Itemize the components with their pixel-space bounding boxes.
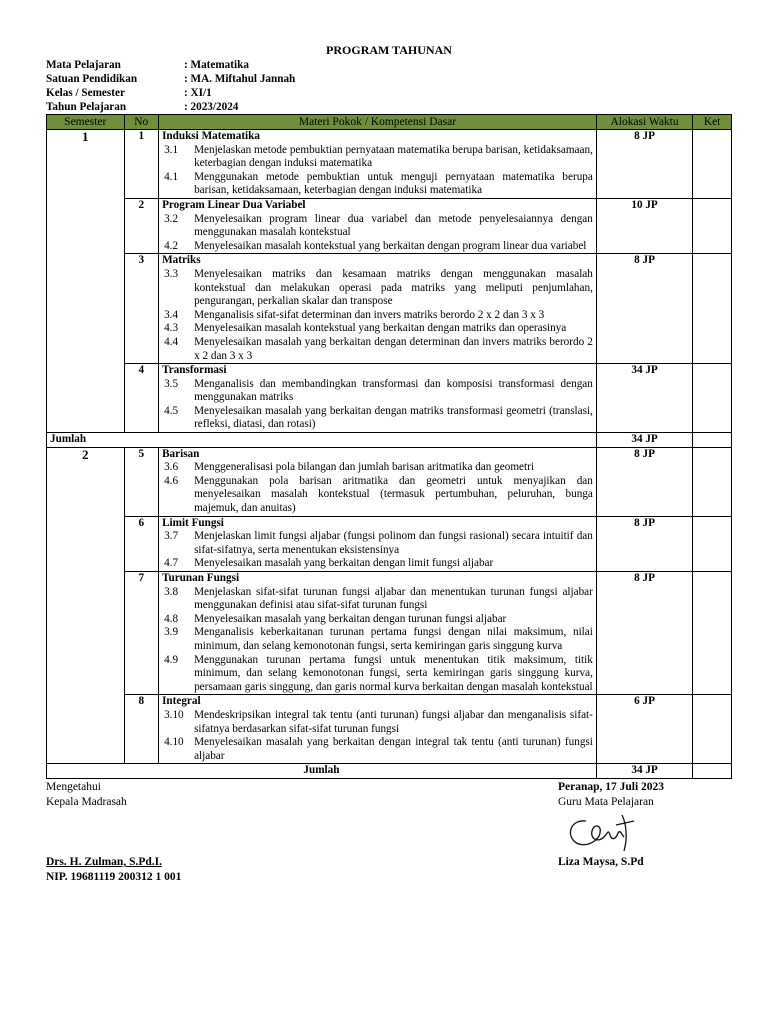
- row-number: 3: [124, 254, 159, 364]
- competency-number: 3.1: [164, 143, 179, 156]
- ket-cell: [693, 433, 732, 448]
- total-value: 34 JP: [596, 433, 692, 448]
- headmaster-name: Drs. H. Zulman, S.Pd.I.: [46, 855, 162, 868]
- table-row: [47, 516, 732, 571]
- topic-title: Induksi Matematika: [162, 130, 260, 142]
- competency-item: [164, 322, 593, 336]
- competency-number: 3.7: [164, 530, 179, 543]
- competency-number: 3.6: [164, 461, 179, 474]
- total-label: Jumlah: [47, 433, 597, 448]
- competency-item: [164, 268, 593, 309]
- time-allocation: 8 JP: [596, 572, 692, 695]
- time-allocation: 10 JP: [596, 198, 692, 253]
- header-ket: Ket: [693, 115, 732, 130]
- competency-item: [164, 309, 593, 323]
- teacher-signature: [564, 811, 644, 855]
- materi-cell: [159, 364, 597, 433]
- meta-row-year: [46, 100, 732, 114]
- competency-text: Menyelesaikan masalah yang berkaitan dengan matriks transformasi geometri (translasi, refleksi, diatasi, dan rotasi): [194, 404, 593, 431]
- competency-number: 3.2: [164, 212, 179, 225]
- competency-item: [164, 709, 593, 736]
- competency-text: Menganalisis dan membandingkan transformasi dan komposisi transformasi dengan menggunakan matriks: [194, 377, 593, 404]
- program-table: [46, 114, 732, 779]
- meta-label: Mata Pelajaran: [46, 59, 121, 71]
- competency-text: Menjelaskan metode pembuktian pernyataan matematika berupa barisan, ketidaksamaan, keterbagian dengan induksi matematika: [194, 143, 593, 170]
- ket-cell: [693, 695, 732, 764]
- competency-text: Menjelaskan sifat-sifat turunan fungsi aljabar dan menentukan turunan fungsi aljabar menggunakan definisi atau sifat-sifat turunan fungsi: [194, 585, 593, 612]
- meta-value: : MA. Miftahul Jannah: [184, 73, 296, 85]
- row-number: 2: [124, 198, 159, 253]
- table-header-row: [47, 115, 732, 130]
- meta-label: Tahun Pelajaran: [46, 101, 127, 113]
- document-page: [46, 42, 732, 883]
- place-date: Peranap, 17 Juli 2023: [558, 780, 665, 793]
- time-allocation: 6 JP: [596, 695, 692, 764]
- time-allocation: 8 JP: [596, 447, 692, 516]
- competency-number: 3.8: [164, 585, 179, 598]
- competency-item: [164, 461, 593, 475]
- competency-item: [164, 144, 593, 171]
- materi-cell: [159, 516, 597, 571]
- competency-text: Menyelesaikan masalah yang berkaitan dengan determinan dan invers matriks berordo 2 x 2 dan 3 x 3: [194, 335, 593, 362]
- headmaster-nip: NIP. 19681119 200312 1 001: [46, 870, 182, 883]
- row-number: 5: [124, 447, 159, 516]
- meta-value: : 2023/2024: [184, 101, 239, 113]
- competency-item: [164, 736, 593, 763]
- competency-number: 4.8: [164, 612, 179, 625]
- competency-number: 4.6: [164, 474, 179, 487]
- competency-text: Menyelesaikan matriks dan kesamaan matriks dengan menggunakan masalah kontekstual dan melakukan operasi pada matriks yang meliputi penjumlahan, pengurangan, perkalian skalar dan transpose: [194, 267, 593, 308]
- row-number: 8: [124, 695, 159, 764]
- competency-text: Menyelesaikan masalah yang berkaitan dengan integral tak tentu (anti turunan) fungsi aljabar: [194, 736, 593, 762]
- semester-cell: 1: [47, 130, 125, 433]
- table-body: [47, 130, 732, 779]
- competency-text: Menggunakan turunan pertama fungsi untuk menentukan titik maksimum, titik minimum, dan selang kemonotonan fungsi, serta kemiringan garis singgung kurva, persamaan garis singgung, dan garis normal kurva berkaitan dengan masalah kontekstual: [194, 653, 593, 693]
- competency-number: 3.9: [164, 626, 179, 639]
- header-alokasi: Alokasi Waktu: [596, 115, 692, 130]
- competency-text: Menyelesaikan masalah kontekstual yang berkaitan dengan matriks dan operasinya: [194, 322, 567, 335]
- materi-cell: [159, 198, 597, 253]
- competency-text: Menyelesaikan program linear dua variabel dan metode penyelesaiannya dengan menggunakan masalah kontekstual: [194, 212, 593, 239]
- materi-cell: [159, 695, 597, 764]
- ket-cell: [693, 447, 732, 516]
- header-no: No: [124, 115, 159, 130]
- competency-number: 4.4: [164, 335, 179, 348]
- time-allocation: 8 JP: [596, 516, 692, 571]
- competency-number: 3.10: [164, 708, 184, 721]
- competency-number: 4.1: [164, 170, 179, 183]
- competency-text: Menyelesaikan masalah yang berkaitan dengan limit fungsi aljabar: [194, 557, 494, 570]
- competency-item: [164, 613, 593, 627]
- signature-block: [46, 779, 732, 883]
- table-row: [47, 254, 732, 364]
- header-semester: Semester: [47, 115, 125, 130]
- ket-cell: [693, 572, 732, 695]
- time-allocation: 34 JP: [596, 364, 692, 433]
- ket-cell: [693, 516, 732, 571]
- signature-left: [46, 780, 181, 885]
- topic-title: Program Linear Dua Variabel: [162, 198, 306, 211]
- competency-number: 4.3: [164, 322, 179, 335]
- topic-title: Transformasi: [162, 364, 227, 377]
- competency-item: [164, 213, 593, 240]
- table-row: [47, 364, 732, 433]
- competency-number: 4.7: [164, 557, 179, 570]
- competency-text: Menyelesaikan masalah kontekstual yang berkaitan dengan program linear dua variabel: [194, 239, 587, 252]
- competency-number: 4.9: [164, 653, 179, 666]
- meta-label: Satuan Pendidikan: [46, 73, 138, 85]
- competency-text: Menganalisis keberkaitanan turunan pertama fungsi dengan nilai maksimum, nilai minimum, dan selang kemonotonan fungsi, serta kemiringan garis singgung kurva: [194, 626, 593, 652]
- row-number: 4: [124, 364, 159, 433]
- competency-number: 3.5: [164, 377, 179, 390]
- competency-item: [164, 475, 593, 516]
- competency-number: 4.10: [164, 736, 184, 749]
- row-number: 7: [124, 572, 159, 695]
- headmaster-title: Kepala Madrasah: [46, 795, 127, 808]
- materi-cell: [159, 572, 597, 695]
- meta-row-subject: [46, 58, 732, 72]
- competency-item: [164, 336, 593, 363]
- meta-label: Kelas / Semester: [46, 87, 125, 99]
- competency-item: [164, 626, 593, 653]
- table-row: [47, 572, 732, 695]
- header-materi: Materi Pokok / Kompetensi Dasar: [159, 115, 597, 130]
- competency-item: [164, 586, 593, 613]
- meta-row-school: [46, 72, 732, 86]
- topic-title: Matriks: [162, 254, 201, 267]
- table-row: [47, 198, 732, 253]
- row-number: 1: [124, 130, 159, 199]
- total-value: 34 JP: [596, 764, 692, 779]
- materi-cell: [159, 447, 597, 516]
- total-row: [47, 764, 732, 779]
- competency-text: Menggunakan pola barisan aritmatika dan geometri untuk menyajikan dan menyelesaikan masalah kontekstual (termasuk pertumbuhan, peluruhan, bunga majemuk, dan anuitas): [194, 474, 593, 515]
- table-row: [47, 447, 732, 516]
- ket-cell: [693, 130, 732, 199]
- ket-cell: [693, 254, 732, 364]
- total-label: Jumlah: [47, 764, 597, 779]
- ket-cell: [693, 764, 732, 779]
- topic-title: Barisan: [162, 447, 200, 460]
- competency-item: [164, 530, 593, 557]
- competency-text: Menjelaskan limit fungsi aljabar (fungsi polinom dan fungsi rasional) secara intuitif dan sifat-sifatnya, serta menentukan eksistensinya: [194, 530, 593, 556]
- topic-title: Turunan Fungsi: [162, 572, 240, 584]
- acknowledge-label: Mengetahui: [46, 780, 101, 793]
- document-meta: [46, 58, 732, 114]
- competency-item: [164, 405, 593, 432]
- competency-item: [164, 378, 593, 405]
- time-allocation: 8 JP: [596, 130, 692, 199]
- meta-row-class: [46, 86, 732, 100]
- competency-item: [164, 240, 593, 254]
- competency-text: Menyelesaikan masalah yang berkaitan dengan turunan fungsi aljabar: [194, 612, 507, 625]
- materi-cell: [159, 254, 597, 364]
- competency-item: [164, 171, 593, 198]
- competency-number: 4.2: [164, 239, 179, 252]
- ket-cell: [693, 364, 732, 433]
- materi-cell: [159, 130, 597, 199]
- competency-number: 4.5: [164, 404, 179, 417]
- competency-text: Menggeneralisasi pola bilangan dan jumlah barisan aritmatika dan geometri: [194, 461, 534, 474]
- meta-value: : Matematika: [184, 59, 249, 71]
- ket-cell: [693, 198, 732, 253]
- topic-title: Integral: [162, 695, 201, 708]
- teacher-name: Liza Maysa, S.Pd: [558, 855, 644, 868]
- competency-item: [164, 654, 593, 695]
- competency-number: 3.3: [164, 267, 179, 280]
- table-row: [47, 130, 732, 199]
- total-row: [47, 433, 732, 448]
- row-number: 6: [124, 516, 159, 571]
- teacher-title: Guru Mata Pelajaran: [558, 795, 654, 808]
- competency-number: 3.4: [164, 308, 179, 321]
- competency-item: [164, 557, 593, 571]
- table-row: [47, 695, 732, 764]
- topic-title: Limit Fungsi: [162, 516, 224, 529]
- document-title: PROGRAM TAHUNAN: [326, 43, 452, 57]
- competency-text: Menganalisis sifat-sifat determinan dan invers matriks berordo 2 x 2 dan 3 x 3: [194, 308, 545, 321]
- competency-text: Menggunakan metode pembuktian untuk menguji pernyataan matematika berupa barisan, ketidaksamaan, keterbagian dengan induksi matematika: [194, 170, 593, 197]
- semester-cell: 2: [47, 447, 125, 764]
- meta-value: : XI/1: [184, 87, 212, 99]
- time-allocation: 8 JP: [596, 254, 692, 364]
- competency-text: Mendeskripsikan integral tak tentu (anti turunan) fungsi aljabar dan menganalisis sifat-sifatnya berdasarkan sifat-sifat turunan fungsi: [194, 708, 593, 735]
